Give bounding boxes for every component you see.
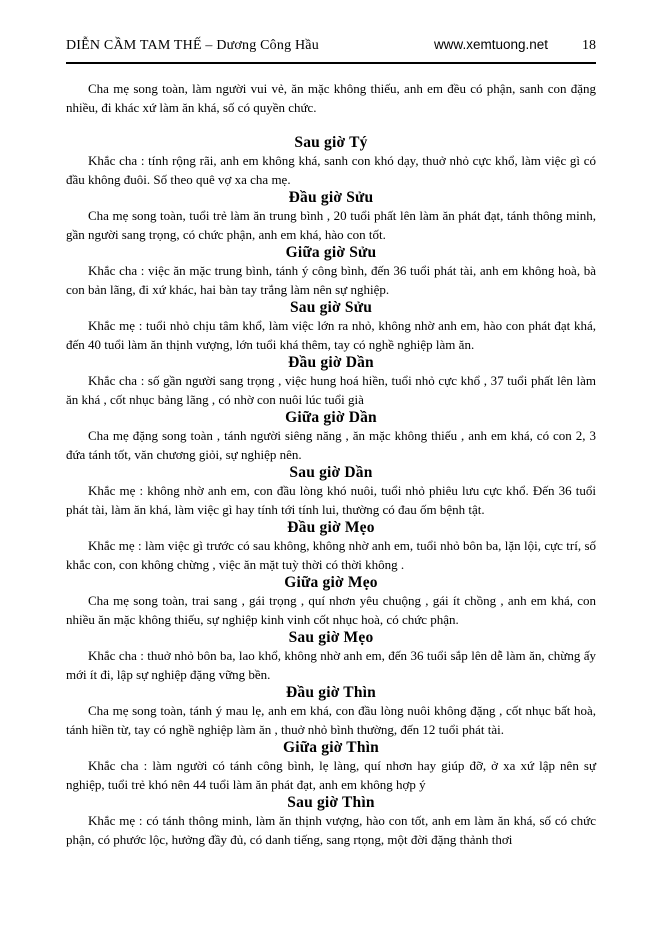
section-body: Cha mẹ song toàn, tuổi trẻ làm ăn trung bình , 20 tuổi phất lên làm ăn phát đạt, tánh thông minh, gần người sang trọng, có chức phận, anh em khá, hào con tốt. — [66, 208, 596, 242]
document-body — [66, 79, 596, 849]
section-giua-gio-suu — [66, 244, 596, 299]
section-heading: Sau giờ Tý — [294, 134, 368, 151]
section-body: Khắc mẹ : tuổi nhỏ chịu tâm khổ, làm việc lớn ra nhỏ, không nhờ anh em, hào con phát đạt khá, đến 40 tuổi làm ăn thịnh vượng, lớn tuổi khá thêm, tay có nghề nghiệp làm ăn. — [66, 318, 596, 352]
section-body: Cha mẹ song toàn, tánh ý mau lẹ, anh em khá, con đầu lòng nuôi không đặng , cốt nhục bất hoà, tánh hiền từ, tay có nghề nghiệp làm ăn , thuở nhỏ bình thường, đến 12 tuổi phát tài. — [66, 703, 596, 737]
section-body: Khắc cha : tính rộng rãi, anh em không khá, sanh con khó dạy, thuở nhỏ cực khổ, làm việc gì có đầu không đuôi. Số theo quê vợ xa cha mẹ. — [66, 153, 596, 187]
intro-paragraph: Cha mẹ song toàn, làm người vui vẻ, ăn mặc không thiếu, anh em đều có phận, sanh con đặng nhiều, đi khác xứ làm ăn khá, số có quyền chức. — [66, 81, 596, 115]
section-heading: Sau giờ Mẹo — [288, 629, 374, 646]
section-body: Khắc cha : việc ăn mặc trung bình, tánh ý công bình, đến 36 tuổi phát tài, anh em không hoà, bà con bản lãng, đi xứ khác, hai bàn tay trắng làm nên sự nghiệp. — [66, 263, 596, 297]
section-body: Khắc cha : thuở nhỏ bôn ba, lao khổ, không nhờ anh em, đến 36 tuổi sắp lên dễ làm ăn, chừng ấy mới ít đi, lập sự nghiệp đặng vững bền. — [66, 648, 596, 682]
section-sau-gio-meo — [66, 629, 596, 684]
page-header — [66, 36, 596, 64]
section-body: Khắc cha : số gần người sang trọng , việc hung hoá hiền, tuổi nhỏ cực khổ , 37 tuổi phất lên làm ăn khá , cốt nhục bảng lãng , có nhờ con nuôi lúc tuổi già — [66, 373, 596, 407]
section-body: Khắc mẹ : không nhờ anh em, con đầu lòng khó nuôi, tuổi nhỏ phiêu lưu cực khổ. Đến 36 tuổi phát tài, làm ăn khá, làm việc gì hay tính tới tính lui, thường có đau ốm bệnh tật. — [66, 483, 596, 517]
section-body: Khắc mẹ : làm việc gì trước có sau không, không nhờ anh em, tuổi nhỏ bôn ba, lặn lội, cực trí, số khắc con, con không chừng , việc ăn mặt tuỳ thời có thời không . — [66, 538, 596, 572]
section-heading: Giữa giờ Dần — [285, 409, 377, 426]
section-heading: Giữa giờ Sửu — [285, 244, 377, 261]
header-right — [434, 36, 596, 54]
site-url: www.xemtuong.net — [433, 37, 548, 52]
page-number: 18 — [582, 38, 596, 53]
section-heading: Sau giờ Thìn — [287, 794, 375, 811]
section-dau-gio-dan — [66, 354, 596, 409]
section-heading: Sau giờ Dần — [289, 464, 373, 481]
section-giua-gio-dan — [66, 409, 596, 464]
section-heading: Giữa giờ Mẹo — [284, 574, 378, 591]
section-body: Khắc mẹ : có tánh thông minh, làm ăn thịnh vượng, hào con tốt, anh em làm ăn khá, số có chức phận, có phước lộc, hưởng đầy đủ, có danh tiếng, sang rtọng, một đời đặng thảnh thơi — [66, 813, 596, 847]
doc-title: DIỄN CẦM TAM THẾ – Dương Công Hầu — [66, 38, 319, 53]
section-body: Cha mẹ đặng song toàn , tánh người siêng năng , ăn mặc không thiếu , anh em khá, có con 2, 3 đứa tánh tốt, văn chương giỏi, sự nghiệp nên. — [66, 428, 596, 462]
section-heading: Giữa giờ Thìn — [282, 739, 379, 756]
section-dau-gio-suu — [66, 189, 596, 244]
section-dau-gio-thin — [66, 684, 596, 739]
section-body: Khắc cha : làm người có tánh công bình, lẹ làng, quí nhơn hay giúp đỡ, ở xa xứ lập nên sự nghiệp, tuổi trẻ khó nên 44 tuổi làm ăn phát đạt, anh em không hợp ý — [66, 758, 596, 792]
section-dau-gio-meo — [66, 519, 596, 574]
section-giua-gio-meo — [66, 574, 596, 629]
section-giua-gio-thin — [66, 739, 596, 794]
section-sau-gio-dan — [66, 464, 596, 519]
section-heading: Đầu giờ Thìn — [286, 684, 376, 701]
section-heading: Đầu giờ Sửu — [288, 189, 374, 206]
section-sau-gio-thin — [66, 794, 596, 849]
section-body: Cha mẹ song toàn, trai sang , gái trọng , quí nhơn yêu chuộng , gái ít chồng , anh em khá, con nhiều ăn mặc không thiếu, sự nghiệp kinh vinh cốt nhục hoà, có chức phận. — [66, 593, 596, 627]
section-heading: Sau giờ Sửu — [289, 299, 373, 316]
section-heading: Đầu giờ Mẹo — [287, 519, 375, 536]
section-heading: Đầu giờ Dần — [288, 354, 374, 371]
section-sau-gio-suu — [66, 299, 596, 354]
section-sau-gio-ty — [66, 134, 596, 189]
